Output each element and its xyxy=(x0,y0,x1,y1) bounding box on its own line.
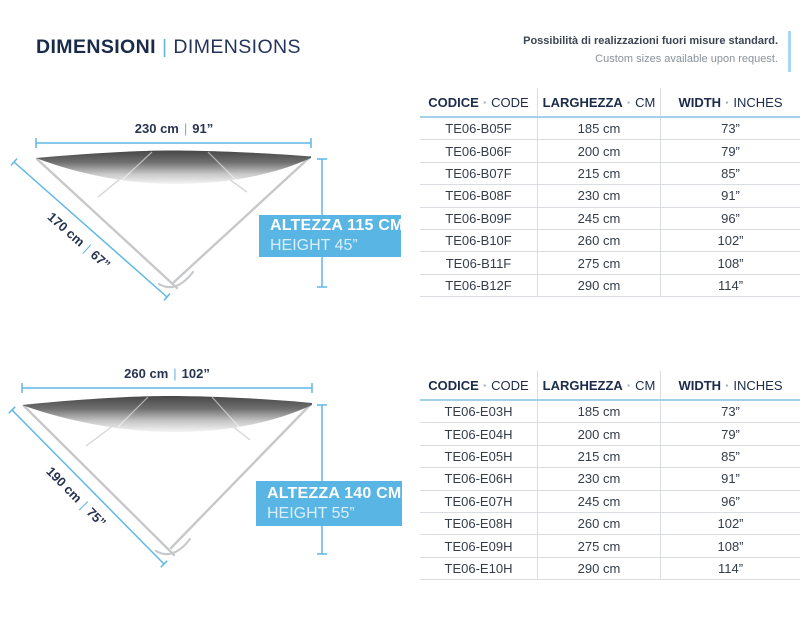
page-title xyxy=(36,36,301,59)
cell-code: TE06-B10F xyxy=(420,230,538,251)
header-secondary: CODE xyxy=(491,377,529,393)
header-secondary: INCHES xyxy=(733,94,783,110)
column-header-code xyxy=(420,371,538,399)
note-italian: Possibilità di realizzazioni fuori misure standard. xyxy=(523,35,778,47)
table-row xyxy=(420,163,800,185)
cell-code: TE06-E03H xyxy=(420,401,538,422)
title-english: DIMENSIONS xyxy=(173,36,301,58)
cell-width-cm: 245 cm xyxy=(538,208,661,229)
table-body xyxy=(420,118,800,297)
canopy-shape-2 xyxy=(22,396,312,432)
height-badge-2 xyxy=(256,481,402,526)
table-row xyxy=(420,230,800,252)
frame-strut-left-1 xyxy=(98,170,131,197)
title-italian: DIMENSIONI xyxy=(36,36,156,58)
header-primary: CODICE xyxy=(428,94,479,110)
cell-width-cm: 290 cm xyxy=(538,558,661,579)
cell-width-inches: 91” xyxy=(721,471,740,487)
cell-width-inches: 91” xyxy=(721,188,740,204)
cell-width-cm: 215 cm xyxy=(538,446,661,467)
canopy-seam-1b xyxy=(208,152,236,180)
frame-strut-right-1 xyxy=(215,169,247,192)
bimini-diagram-1 xyxy=(11,121,327,300)
frame-strut-right-2 xyxy=(217,414,250,440)
cell-width-inches: 79” xyxy=(721,143,740,159)
header-secondary: INCHES xyxy=(733,377,783,393)
canopy-seam-2b xyxy=(212,397,240,428)
column-header-width-cm xyxy=(538,371,661,399)
table-row xyxy=(420,401,800,423)
frame-pole-left-2 xyxy=(24,406,174,555)
cell-width-inches: 73” xyxy=(721,404,740,420)
header-dot: · xyxy=(482,377,488,393)
header-dot: · xyxy=(725,94,730,110)
cell-width-inches: 108” xyxy=(717,538,744,554)
cell-code: TE06-B06F xyxy=(420,140,538,161)
badge-subtitle: HEIGHT 45” xyxy=(270,237,358,254)
header-primary: WIDTH xyxy=(678,94,722,110)
cell-width-inches: 102” xyxy=(717,233,744,249)
table-row xyxy=(420,140,800,162)
cell-width-cm: 200 cm xyxy=(538,423,661,444)
width-dimension-label-1: 230 cm | 91” xyxy=(134,121,214,136)
table-row xyxy=(420,513,800,535)
header-dot: · xyxy=(482,94,488,110)
title-separator: | xyxy=(161,36,168,58)
table-row xyxy=(420,275,800,297)
table-header-row xyxy=(420,88,800,118)
bimini-diagram-2 xyxy=(9,366,327,567)
cell-width-inches: 79” xyxy=(721,426,740,442)
cell-width-cm: 275 cm xyxy=(538,535,661,556)
diagonal-dimension-label-1: 170 cm|67” xyxy=(44,209,114,273)
column-header-width-inches xyxy=(661,88,800,116)
cell-code: TE06-E07H xyxy=(420,491,538,512)
frame-foot-1 xyxy=(159,272,193,287)
table-row xyxy=(420,446,800,468)
header-primary: LARGHEZZA xyxy=(542,377,623,393)
cell-width-cm: 245 cm xyxy=(538,491,661,512)
diagonal-dimension-line-1 xyxy=(11,159,170,301)
cell-code: TE06-E08H xyxy=(420,513,538,534)
cell-code: TE06-B07F xyxy=(420,163,538,184)
cell-width-cm: 275 cm xyxy=(538,252,661,273)
cell-width-cm: 200 cm xyxy=(538,140,661,161)
frame-pole-right-2 xyxy=(171,404,311,548)
cell-width-cm: 290 cm xyxy=(538,275,661,296)
badge-subtitle: HEIGHT 55” xyxy=(267,504,355,522)
frame-pole-left-1 xyxy=(37,159,177,288)
table-row xyxy=(420,208,800,230)
cell-width-inches: 108” xyxy=(717,255,744,271)
table-row xyxy=(420,558,800,580)
header-dot: · xyxy=(725,377,730,393)
cell-width-inches: 114” xyxy=(717,560,744,576)
table-row xyxy=(420,252,800,274)
width-dimension-line-2 xyxy=(22,383,312,393)
table-row xyxy=(420,423,800,445)
cell-width-inches: 85” xyxy=(721,448,740,464)
canopy-shape-1 xyxy=(36,151,311,185)
cell-code: TE06-B09F xyxy=(420,208,538,229)
header-secondary: CODE xyxy=(491,94,529,110)
cell-width-cm: 230 cm xyxy=(538,468,661,489)
frame-strut-left-2 xyxy=(86,419,122,446)
table-row xyxy=(420,491,800,513)
cell-width-cm: 185 cm xyxy=(538,118,661,139)
table-row xyxy=(420,535,800,557)
cell-width-cm: 185 cm xyxy=(538,401,661,422)
width-dimension-line-1 xyxy=(36,138,311,148)
frame-foot-2 xyxy=(156,539,190,554)
canopy-seam-2a xyxy=(118,397,148,427)
column-header-width-inches xyxy=(661,371,800,399)
note-english: Custom sizes available upon request. xyxy=(595,53,778,65)
cell-width-inches: 85” xyxy=(721,165,740,181)
cell-width-cm: 260 cm xyxy=(538,230,661,251)
header-primary: WIDTH xyxy=(678,377,722,393)
header-primary: CODICE xyxy=(428,377,479,393)
cell-code: TE06-B08F xyxy=(420,185,538,206)
cell-code: TE06-E04H xyxy=(420,423,538,444)
height-dimension-line-2 xyxy=(317,405,327,554)
height-badge-1 xyxy=(259,215,404,257)
cell-width-cm: 230 cm xyxy=(538,185,661,206)
header-secondary: CM xyxy=(635,377,656,393)
size-table-2 xyxy=(420,371,800,580)
cell-width-inches: 102” xyxy=(717,516,744,532)
header-dot: · xyxy=(626,94,632,110)
column-header-code xyxy=(420,88,538,116)
table-row xyxy=(420,118,800,140)
cell-width-inches: 114” xyxy=(717,277,744,293)
cell-width-inches: 73” xyxy=(721,121,740,137)
badge-title: ALTEZZA 115 CM xyxy=(270,217,404,234)
header-primary: LARGHEZZA xyxy=(542,94,623,110)
table-body xyxy=(420,401,800,580)
column-header-width-cm xyxy=(538,88,661,116)
diagonal-dimension-label-2: 190 cm|75” xyxy=(43,463,110,531)
cell-code: TE06-B12F xyxy=(420,275,538,296)
cell-code: TE06-E10H xyxy=(420,558,538,579)
table-header-row xyxy=(420,371,800,401)
width-dimension-label-2: 260 cm | 102” xyxy=(124,366,210,381)
cell-code: TE06-B11F xyxy=(420,252,538,273)
table-row xyxy=(420,185,800,207)
size-table-1 xyxy=(420,88,800,297)
diagonal-dimension-line-2 xyxy=(9,407,167,567)
header-dot: · xyxy=(626,377,632,393)
cell-code: TE06-B05F xyxy=(420,118,538,139)
canopy-seam-1a xyxy=(122,152,152,180)
cell-code: TE06-E06H xyxy=(420,468,538,489)
badge-title: ALTEZZA 140 CM xyxy=(267,484,402,502)
cell-width-inches: 96” xyxy=(721,493,740,509)
cell-width-inches: 96” xyxy=(721,210,740,226)
cell-code: TE06-E09H xyxy=(420,535,538,556)
header-secondary: CM xyxy=(635,94,656,110)
cell-code: TE06-E05H xyxy=(420,446,538,467)
table-row xyxy=(420,468,800,490)
custom-sizes-note xyxy=(523,31,791,72)
cell-width-cm: 260 cm xyxy=(538,513,661,534)
cell-width-cm: 215 cm xyxy=(538,163,661,184)
